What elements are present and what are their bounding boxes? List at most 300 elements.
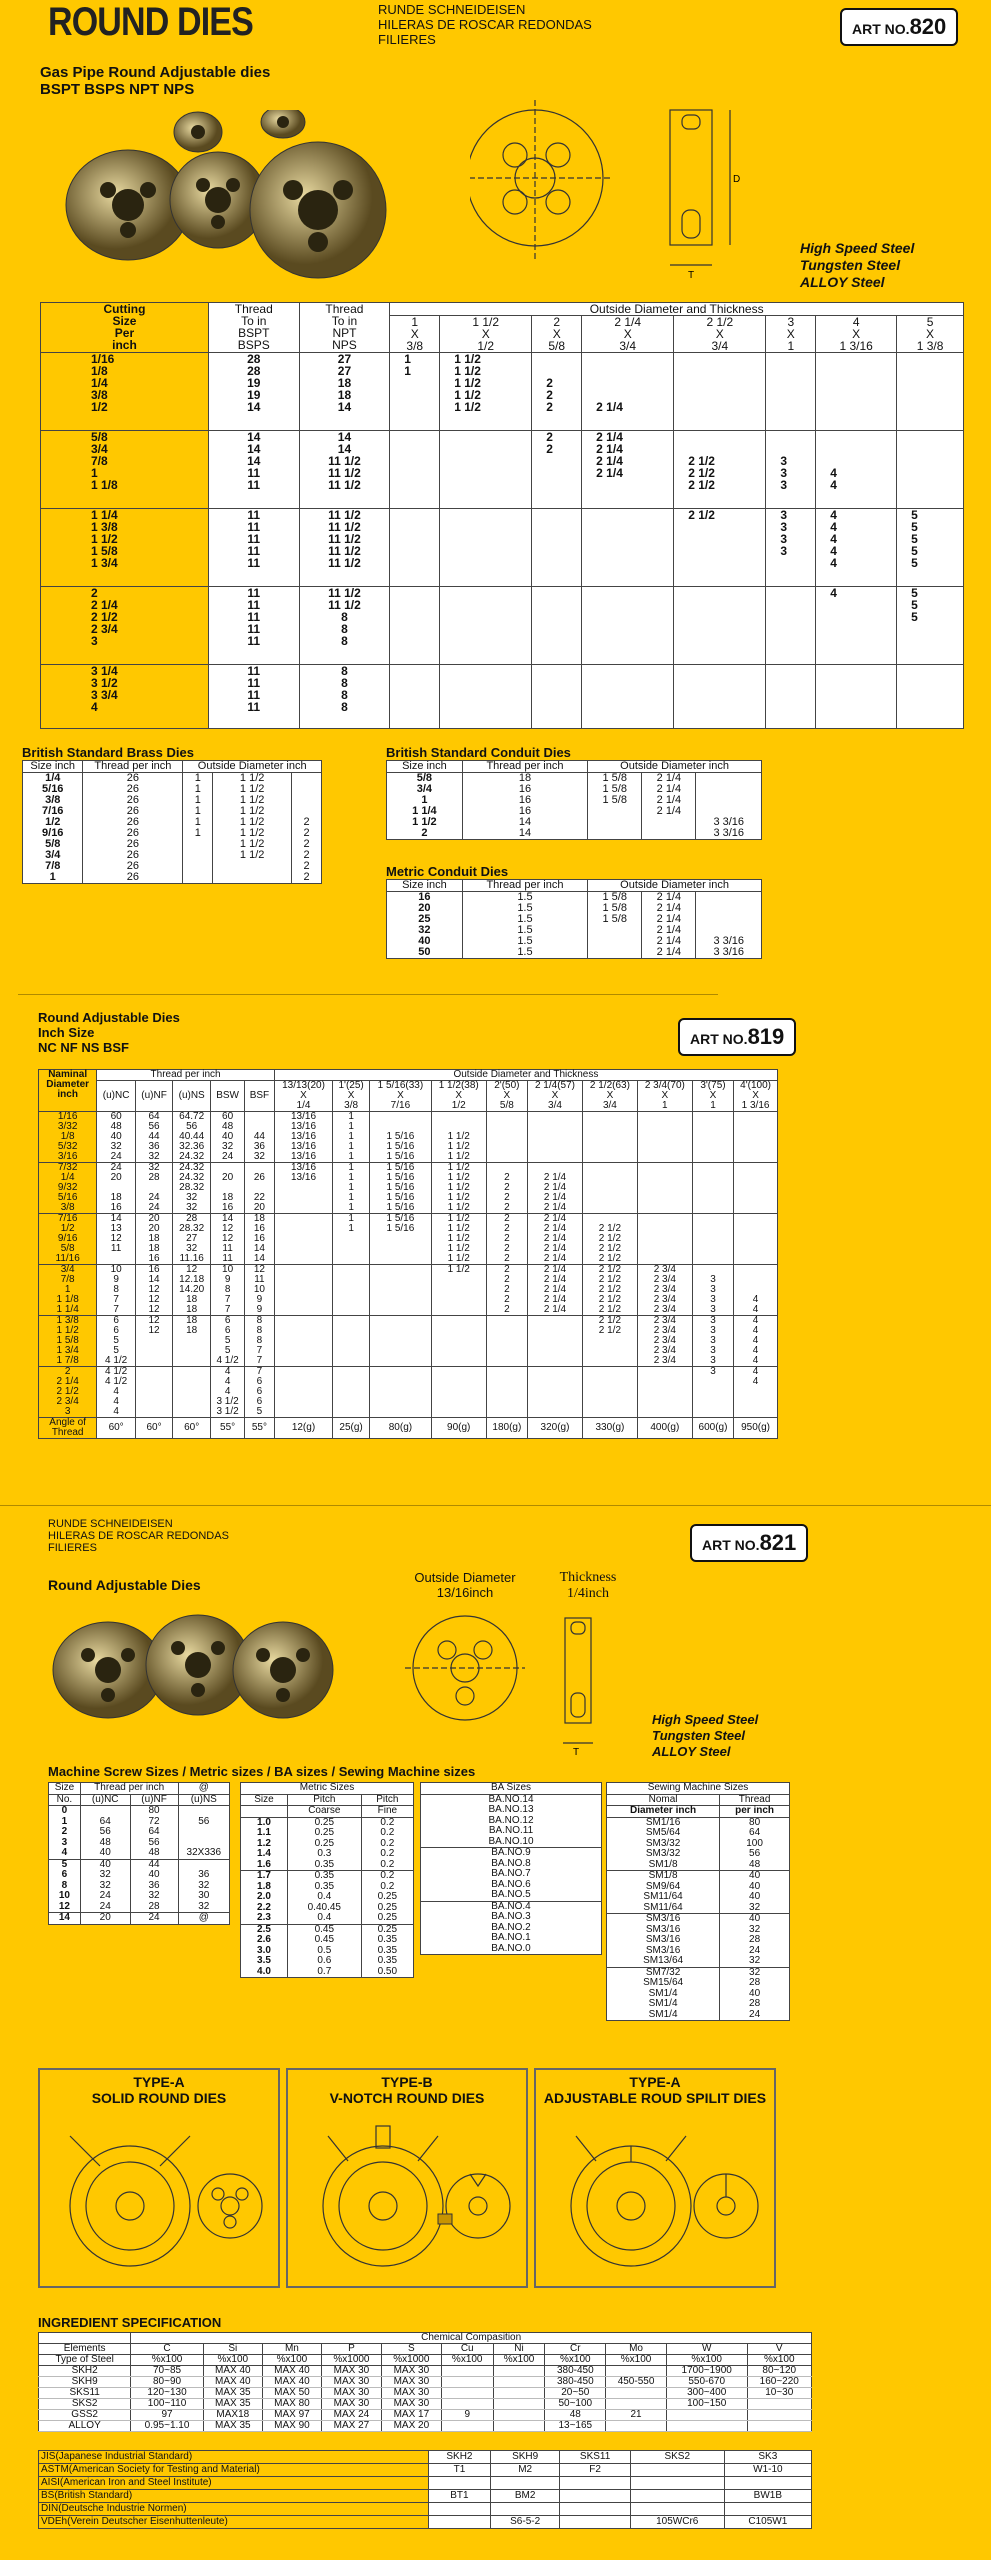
table-cell: 1.5: [462, 925, 587, 936]
table-cell: 2 1/4: [642, 947, 696, 959]
table-cell: [696, 903, 762, 914]
table-cell: [588, 817, 642, 828]
table-cell: 1 1/2: [213, 828, 292, 839]
table-header-cell: Thread per inch: [80, 1783, 178, 1795]
table-cell: [440, 587, 532, 665]
table-cell: 3 3/16: [696, 828, 762, 840]
table-cell: 2: [292, 872, 322, 884]
table-row: [39, 1367, 778, 1418]
table-cell: [532, 665, 582, 729]
table-row: [39, 1265, 778, 1316]
table-cell: [588, 947, 642, 959]
table-row: [241, 1794, 414, 1806]
table-cell: [493, 2388, 545, 2399]
table-cell: [724, 2477, 811, 2490]
table-cell: MAX 27: [321, 2421, 381, 2432]
table-cell: [333, 1367, 370, 1418]
table-header-cell: 2 1/4 X 3/4: [582, 316, 674, 353]
table-row: [39, 1214, 778, 1265]
table-row: [23, 795, 322, 806]
table-header-cell: %x1000: [321, 2355, 381, 2366]
table-cell: 3.0: [241, 1946, 288, 1957]
section-divider: [0, 1505, 991, 1506]
table-row: [39, 1081, 778, 1112]
table-cell: 0.25: [361, 1903, 413, 1914]
table-cell: SKS2: [630, 2451, 724, 2464]
table-cell: [135, 1367, 172, 1418]
table-cell: MAX 30: [381, 2377, 441, 2388]
table-cell: [390, 431, 440, 509]
table-header-cell: Outside Diameter and Thickness: [274, 1070, 777, 1081]
table-header-cell: Cr: [545, 2344, 606, 2355]
table-cell: 5 5 5: [897, 587, 964, 665]
table-cell: [486, 1316, 527, 1367]
table-row: [39, 1418, 778, 1439]
table-cell: [637, 1214, 692, 1265]
table-header-cell: Thread per inch: [97, 1070, 275, 1081]
table-cell: [528, 1316, 583, 1367]
table-cell: VDEh(Verein Deutscher Eisenhuttenleute): [39, 2516, 429, 2529]
table-cell: [692, 1214, 733, 1265]
table-cell: MAX 20: [381, 2421, 441, 2432]
table-cell: 48: [80, 1838, 130, 1849]
table-header-cell: (u)NS: [178, 1794, 229, 1806]
table-header-cell: Type of Steel: [39, 2355, 131, 2366]
table-cell: 2 2: [532, 431, 582, 509]
table-row: [241, 1806, 414, 1818]
table-cell: 0: [49, 1806, 81, 1817]
table-cell: 1 1 1 1 1: [333, 1163, 370, 1214]
table-cell: DIN(Deutsche Industrie Normen): [39, 2503, 429, 2516]
table-cell: [528, 1112, 583, 1163]
table-cell: 2 1/4: [642, 936, 696, 947]
table-header-cell: 1'(25) X 3/8: [333, 1081, 370, 1112]
table-cell: 25: [387, 914, 463, 925]
table-cell: SKS11: [560, 2451, 630, 2464]
table-cell: 28 28.32 27 32 11.16: [173, 1214, 211, 1265]
table-cell: 2 3/4 2 3/4 2 3/4 2 3/4 2 3/4: [637, 1265, 692, 1316]
vnotch-round-die-diagram: [288, 2106, 526, 2276]
translation-es: HILERAS DE ROSCAR REDONDAS: [378, 17, 592, 32]
table-cell: 1 1/2 1 1/2 1 1/2 1 1/2 1 1/2: [431, 1214, 486, 1265]
table-cell: [431, 1367, 486, 1418]
table-cell: 13/16 13/16 13/16 13/16 13/16: [274, 1112, 332, 1163]
table-cell: 6 6 5 5 4 1/2: [211, 1316, 245, 1367]
table-header-cell: (u)NC: [97, 1081, 136, 1112]
table-cell: 18 18: [173, 1316, 211, 1367]
table-cell: 18 16 16 14 14: [245, 1214, 275, 1265]
table-cell: 2.5: [241, 1924, 288, 1935]
table-row: [607, 2010, 790, 2021]
table-cell: SKS11: [39, 2388, 131, 2399]
table-cell: 2 1/4: [642, 806, 696, 817]
table-cell: 1.5: [462, 914, 587, 925]
table-cell: 11 11 11 11 11: [208, 509, 299, 587]
round-dies-photo: [58, 110, 388, 290]
table-cell: [493, 2410, 545, 2421]
table-row: [23, 839, 322, 850]
table-cell: BM2: [490, 2490, 560, 2503]
table-cell: [696, 892, 762, 904]
table-row: [387, 914, 762, 925]
table-cell: 7 6 6 6 5: [245, 1367, 275, 1418]
table-cell: 3 3/16: [696, 947, 762, 959]
table-cell: 50~100: [545, 2399, 606, 2410]
table-cell: 3/4 7/8 1 1 1/8 1 1/4: [39, 1265, 97, 1316]
table-cell: MAX 24: [321, 2410, 381, 2421]
table-row: [23, 806, 322, 817]
table-cell: [696, 795, 762, 806]
table-cell: 0.4: [287, 1913, 361, 1924]
table-cell: 26: [83, 850, 183, 861]
table-cell: 0.6: [287, 1956, 361, 1967]
table-header-cell: Outside Diameter inch: [588, 761, 762, 773]
table-cell: 9/16: [23, 828, 83, 839]
table-cell: SM1/8: [607, 1871, 720, 1882]
table-cell: 1 1/2: [213, 839, 292, 850]
table-cell: 5/8 3/4 7/8 1 1 1/8: [41, 431, 209, 509]
table-cell: [606, 2421, 667, 2432]
table-cell: 32: [720, 1903, 790, 1914]
table-cell: 1 1/2 1 1/2 1 1/2 1 1/2 1 1/2: [440, 353, 532, 431]
table-row: [607, 1828, 790, 1839]
table-cell: 1.5: [462, 892, 587, 904]
table-cell: 0.45: [287, 1924, 361, 1935]
table-cell: [637, 1163, 692, 1214]
table-cell: 14 14 14 11 11: [208, 431, 299, 509]
table-cell: 64: [130, 1827, 178, 1838]
table-header-cell: Pitch: [361, 1794, 413, 1806]
table-cell: [766, 665, 816, 729]
metric-conduit-dies-table: [386, 879, 762, 959]
table-cell: 11 1/2 11 1/2 11 1/2 11 1/2 11 1/2: [299, 509, 390, 587]
table-header-cell: BSW: [211, 1081, 245, 1112]
table-cell: SM3/32: [607, 1849, 720, 1860]
table-cell: 44 36 32: [245, 1112, 275, 1163]
table-row: [387, 880, 762, 892]
table-cell: [674, 353, 766, 431]
table-row: [607, 1892, 790, 1903]
table-cell: 5/16: [23, 784, 83, 795]
table-cell: 380-450: [545, 2366, 606, 2377]
table-cell: 160~220: [747, 2377, 811, 2388]
table-cell: [897, 353, 964, 431]
table-header-cell: Outside Diameter inch: [588, 880, 762, 892]
table-row: [39, 2410, 812, 2421]
table-cell: [582, 509, 674, 587]
table-cell: 11 11 11 11 11: [208, 587, 299, 665]
table-cell: 3 3 3 3 3: [692, 1316, 733, 1367]
table-header-cell: %x1000: [381, 2355, 441, 2366]
table-header-cell: No.: [49, 1794, 81, 1806]
table-row: [607, 1978, 790, 1989]
table-cell: [370, 1367, 432, 1418]
table-cell: [441, 2388, 493, 2399]
table-cell: 60 48 40 32 24: [97, 1112, 136, 1163]
table-cell: 1 1/4: [387, 806, 463, 817]
table-header-cell: Size inch: [23, 761, 83, 773]
table-header-cell: Size: [49, 1783, 81, 1795]
table-cell: [642, 828, 696, 840]
table-cell: [588, 806, 642, 817]
table-cell: BA.NO.7: [421, 1869, 602, 1880]
table-header-cell: %x100: [493, 2355, 545, 2366]
table-cell: [370, 1265, 432, 1316]
table-cell: 2 1/4: [642, 914, 696, 925]
table-cell: MAX 30: [321, 2366, 381, 2377]
table-cell: 1 1/2 1 1/2 1 1/2 1 1/2 1 1/2: [431, 1163, 486, 1214]
table-cell: JIS(Japanese Industrial Standard): [39, 2451, 429, 2464]
table-row: [387, 925, 762, 936]
table-cell: 11 11 11 11: [208, 665, 299, 729]
table-cell: SM7/32: [607, 1967, 720, 1978]
table-cell: 28: [720, 1935, 790, 1946]
table-cell: 1.6: [241, 1860, 288, 1871]
table-cell: 12 12: [135, 1316, 172, 1367]
table-cell: [560, 2503, 630, 2516]
table-cell: [213, 861, 292, 872]
table-header-cell: Pitch: [287, 1794, 361, 1806]
table-cell: 1 1: [390, 353, 440, 431]
table-cell: 0.25: [361, 1913, 413, 1924]
table-cell: 3 3/16: [696, 936, 762, 947]
table-header-cell: Mn: [262, 2344, 321, 2355]
section-divider: [18, 994, 718, 995]
table-cell: 5/8: [23, 839, 83, 850]
table-row: [421, 1837, 602, 1848]
table-cell: [582, 1367, 637, 1418]
table-cell: 56: [130, 1838, 178, 1849]
table-cell: BS(British Standard): [39, 2490, 429, 2503]
table-cell: [441, 2421, 493, 2432]
table-cell: 1 1/2: [387, 817, 463, 828]
table-cell: [292, 784, 322, 795]
table-row: [23, 761, 322, 773]
table-cell: [582, 665, 674, 729]
table-header-cell: (u)NF: [135, 1081, 172, 1112]
table-cell: MAX 30: [381, 2388, 441, 2399]
round-dies-photo-821: [48, 1610, 338, 1725]
table-cell: 0.3: [287, 1849, 361, 1860]
table-cell: 70~85: [131, 2366, 203, 2377]
table-header-cell: 2 1/4(57) X 3/4: [528, 1081, 583, 1112]
table-cell: [816, 665, 897, 729]
table-row: [607, 1849, 790, 1860]
table-cell: SM1/4: [607, 2010, 720, 2021]
table-row: [607, 1967, 790, 1978]
table-cell: 21: [606, 2410, 667, 2421]
table-cell: 2 2 2 2 2: [486, 1214, 527, 1265]
table-cell: 26: [83, 817, 183, 828]
table-cell: 20: [387, 903, 463, 914]
ba-sizes-table: [420, 1782, 602, 1955]
translation-fr: FILIERES: [378, 32, 436, 47]
table-header-cell: Size inch: [387, 880, 463, 892]
table-row: [41, 303, 964, 316]
table-row: [607, 1935, 790, 1946]
table-cell: SM11/64: [607, 1892, 720, 1903]
table-header-cell: Si: [203, 2344, 262, 2355]
table-row: [241, 1892, 414, 1903]
table-cell: 320(g): [528, 1418, 583, 1439]
art-number-badge-821: ART NO.821: [690, 1524, 808, 1562]
table-cell: MAX 30: [321, 2377, 381, 2388]
table-header-cell: %x100: [606, 2355, 667, 2366]
metric-sizes-table: [240, 1782, 414, 1978]
table-row: [607, 1817, 790, 1828]
table-header-cell: per inch: [720, 1806, 790, 1818]
table-cell: 3: [692, 1367, 733, 1418]
table-cell: 3/4: [387, 784, 463, 795]
table-cell: 0.25: [287, 1817, 361, 1828]
brass-dies-title: British Standard Brass Dies: [22, 745, 194, 760]
table-header-cell: BA Sizes: [421, 1783, 602, 1795]
table-cell: 3 1/4 3 1/2 3 3/4 4: [41, 665, 209, 729]
table-cell: 32: [387, 925, 463, 936]
table-cell: [370, 1316, 432, 1367]
svg-text:D: D: [733, 174, 741, 185]
table-cell: 100~150: [666, 2399, 747, 2410]
table-cell: 1: [49, 1817, 81, 1828]
table-cell: 26: [83, 839, 183, 850]
table-cell: [747, 2421, 811, 2432]
table-cell: 100: [720, 1839, 790, 1850]
table-cell: 105WCr6: [630, 2516, 724, 2529]
table-cell: 300~400: [666, 2388, 747, 2399]
table-cell: 60°: [97, 1418, 136, 1439]
table-header-cell: 2 1/2(63) X 3/4: [582, 1081, 637, 1112]
table-cell: MAX 80: [262, 2399, 321, 2410]
table-cell: 48: [130, 1848, 178, 1859]
table-cell: [724, 2503, 811, 2516]
table-cell: [734, 1214, 778, 1265]
table-header-cell: BSF: [245, 1081, 275, 1112]
table-cell: 1 1/2: [213, 773, 292, 785]
table-cell: 56: [178, 1817, 229, 1828]
table-cell: M2: [490, 2464, 560, 2477]
table-cell: 24: [80, 1902, 130, 1913]
title-translations: [378, 2, 592, 47]
type-a-solid-box: TYPE-A SOLID ROUND DIES: [38, 2068, 280, 2288]
table-cell: [490, 2477, 560, 2490]
table-header-cell: W: [666, 2344, 747, 2355]
table-cell: 8 8 8 7 7: [245, 1316, 275, 1367]
table-header-cell: 1 5/16(33) X 7/16: [370, 1081, 432, 1112]
table-cell: [183, 850, 213, 861]
table-cell: 7/32 1/4 9/32 5/16 3/8: [39, 1163, 97, 1214]
table-cell: 1: [183, 806, 213, 817]
table-cell: 0.2: [361, 1860, 413, 1871]
table-cell: 330(g): [582, 1418, 637, 1439]
table-cell: 32: [178, 1881, 229, 1892]
table-cell: [560, 2516, 630, 2529]
table-cell: 40: [130, 1870, 178, 1881]
table-row: [387, 903, 762, 914]
table-header-cell: Cutting Size Per inch: [41, 303, 209, 353]
table-row: [39, 2355, 812, 2366]
table-row: [607, 1989, 790, 2000]
table-cell: 2: [292, 839, 322, 850]
table-header-cell: Outside Diameter and Thickness: [390, 303, 964, 316]
table-cell: 0.40.45: [287, 1903, 361, 1914]
table-row: [39, 2333, 812, 2344]
table-header-cell: Thread To in BSPT BSPS: [208, 303, 299, 353]
table-cell: 0.25: [287, 1839, 361, 1850]
table-cell: 2.6: [241, 1935, 288, 1946]
table-cell: 1.5: [462, 903, 587, 914]
table-cell: 27 27 18 18 14: [299, 353, 390, 431]
table-row: [23, 861, 322, 872]
table-cell: 6: [49, 1870, 81, 1881]
table-cell: 32: [178, 1902, 229, 1913]
table-cell: 14: [49, 1913, 81, 1925]
table-cell: 30: [178, 1891, 229, 1902]
table-cell: 1/4: [23, 773, 83, 785]
table-cell: 20 18 16: [211, 1163, 245, 1214]
table-cell: 0.4: [287, 1892, 361, 1903]
table-row: [39, 1316, 778, 1367]
table-cell: 40: [387, 936, 463, 947]
table-cell: [441, 2377, 493, 2388]
table-header-cell: (u)NS: [173, 1081, 211, 1112]
table-cell: 1700~1900: [666, 2366, 747, 2377]
table-header-cell: Cu: [441, 2344, 493, 2355]
table-cell: 14: [462, 817, 587, 828]
table-cell: 72: [130, 1817, 178, 1828]
table-row: [607, 1860, 790, 1871]
table-cell: [440, 509, 532, 587]
table-cell: 1.4: [241, 1849, 288, 1860]
table-cell: [734, 1163, 778, 1214]
table-cell: 80: [130, 1806, 178, 1817]
table-row: [49, 1827, 230, 1838]
table-cell: 2 3/4 2 3/4 2 3/4 2 3/4 2 3/4: [637, 1316, 692, 1367]
table-cell: [274, 1265, 332, 1316]
table-row: [39, 1070, 778, 1081]
table-cell: 40: [80, 1859, 130, 1870]
table-cell: 3 3 3 3: [766, 509, 816, 587]
table-cell: [390, 509, 440, 587]
table-cell: 26: [83, 795, 183, 806]
table-cell: BA.NO.3: [421, 1912, 602, 1923]
table-header-cell: Ni: [493, 2344, 545, 2355]
table-header-cell: S: [381, 2344, 441, 2355]
table-cell: 24: [130, 1913, 178, 1925]
table-cell: 7/16 1/2 9/16 5/8 11/16: [39, 1214, 97, 1265]
table-cell: BA.NO.0: [421, 1944, 602, 1955]
table-cell: SM3/16: [607, 1914, 720, 1925]
table-cell: 2 1/2 2 1/2 2 1/2: [674, 431, 766, 509]
table-cell: 60 48 40 32 24: [211, 1112, 245, 1163]
table-row: [607, 1999, 790, 2010]
table-cell: [178, 1806, 229, 1817]
table-cell: 11 1/2 11 1/2 8 8 8: [299, 587, 390, 665]
table-cell: 2: [292, 861, 322, 872]
table-cell: 80(g): [370, 1418, 432, 1439]
table-row: [23, 773, 322, 785]
table-cell: 1.1: [241, 1828, 288, 1839]
table-cell: 24: [80, 1891, 130, 1902]
table-cell: ASTM(American Society for Testing and Material): [39, 2464, 429, 2477]
table-row: [421, 1783, 602, 1795]
table-row: [387, 784, 762, 795]
table-cell: 3: [49, 1838, 81, 1849]
table-cell: 1: [23, 872, 83, 884]
conduit-dies-title: British Standard Conduit Dies: [386, 745, 571, 760]
table-cell: [630, 2490, 724, 2503]
table-cell: 0.35: [287, 1871, 361, 1882]
table-cell: [333, 1316, 370, 1367]
